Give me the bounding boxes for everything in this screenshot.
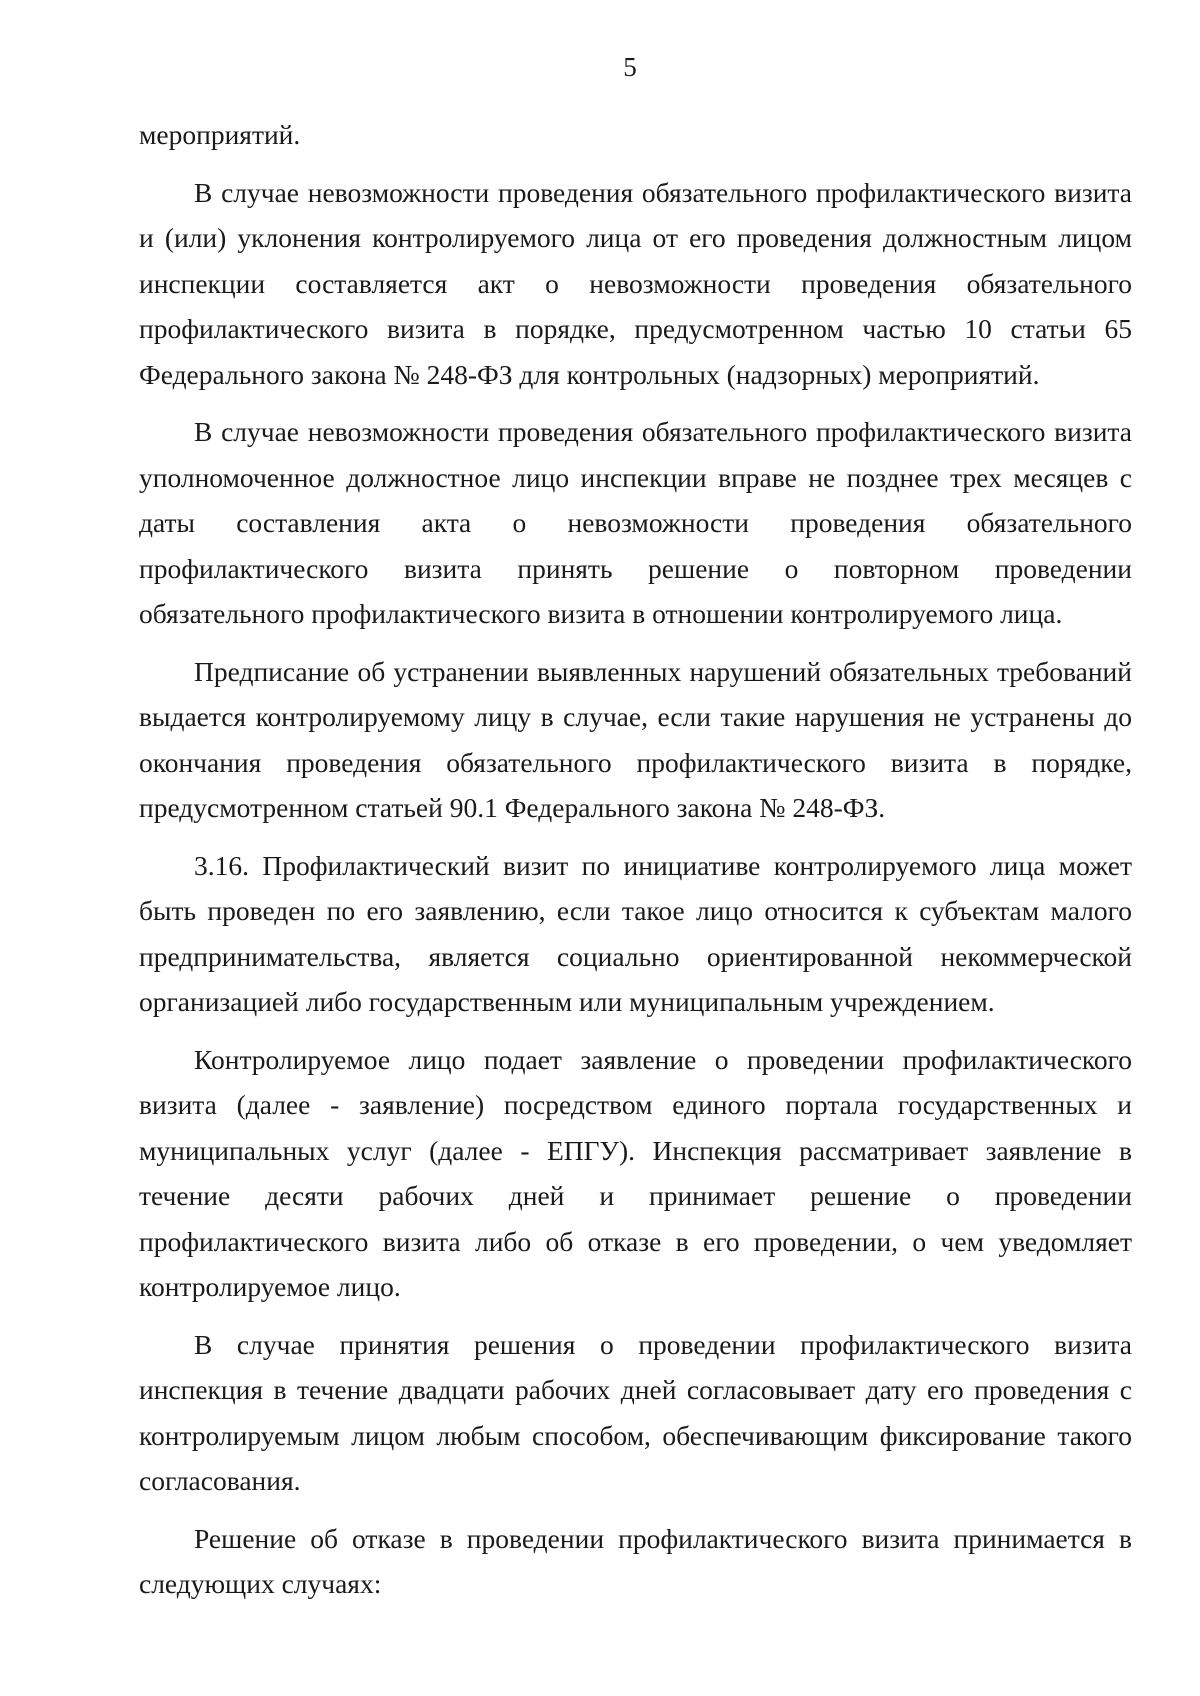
paragraph-continuation: мероприятий. — [139, 119, 301, 150]
paragraph-3-16-initiative-visit: 3.16. Профилактический визит по инициативе контролируемого лица может быть проведен по его заявлению, если такое лицо относится к субъектам малого предпринимательства, является социально ориентированной некоммерческой организацией либо государственным или муниципальным учреждением. — [139, 849, 1132, 1017]
paragraph-refusal-cases: Решение об отказе в проведении профилактического визита принимается в следующих случаях: — [139, 1522, 1132, 1599]
paragraph-date-agreement: В случае принятия решения о проведении профилактического визита инспекция в течение двадцати рабочих дней согласовывает дату его проведения с контролируемым лицом любым способом, обеспечивающим фиксирование такого согласования. — [139, 1328, 1132, 1496]
page-number: 5 — [623, 52, 637, 82]
paragraph-repeat-visit: В случае невозможности проведения обязательного профилактического визита уполномоченное должностное лицо инспекции вправе не позднее трех месяцев с даты составления акта о невозможности проведения обязательного профилактического визита принять решение о повторном проведении обязательного профилактического визита в отношении контролируемого лица. — [139, 416, 1132, 629]
paragraph-impossibility-act: В случае невозможности проведения обязательного профилактического визита и (или) уклонения контролируемого лица от его проведения должностным лицом инспекции составляется акт о невозможности проведения обязательного профилактического визита в порядке, предусмотренном частью 10 статьи 65 Федерального закона № 248-ФЗ для контрольных (надзорных) мероприятий. — [139, 176, 1132, 390]
document-body — [139, 112, 1132, 1619]
paragraph-application-epgu: Контролируемое лицо подает заявление о проведении профилактического визита (далее - заявление) посредством единого портала государственных и муниципальных услуг (далее - ЕПГУ). Инспекция рассматривает заявление в течение десяти рабочих дней и принимает решение о проведении профилактического визита либо об отказе в его проведении, о чем уведомляет контролируемое лицо. — [139, 1043, 1132, 1302]
paragraph-prescription: Предписание об устранении выявленных нарушений обязательных требований выдается контролируемому лицу в случае, если такие нарушения не устранены до окончания проведения обязательного профилактического визита в порядке, предусмотренном статьей 90.1 Федерального закона № 248-ФЗ. — [139, 655, 1132, 823]
